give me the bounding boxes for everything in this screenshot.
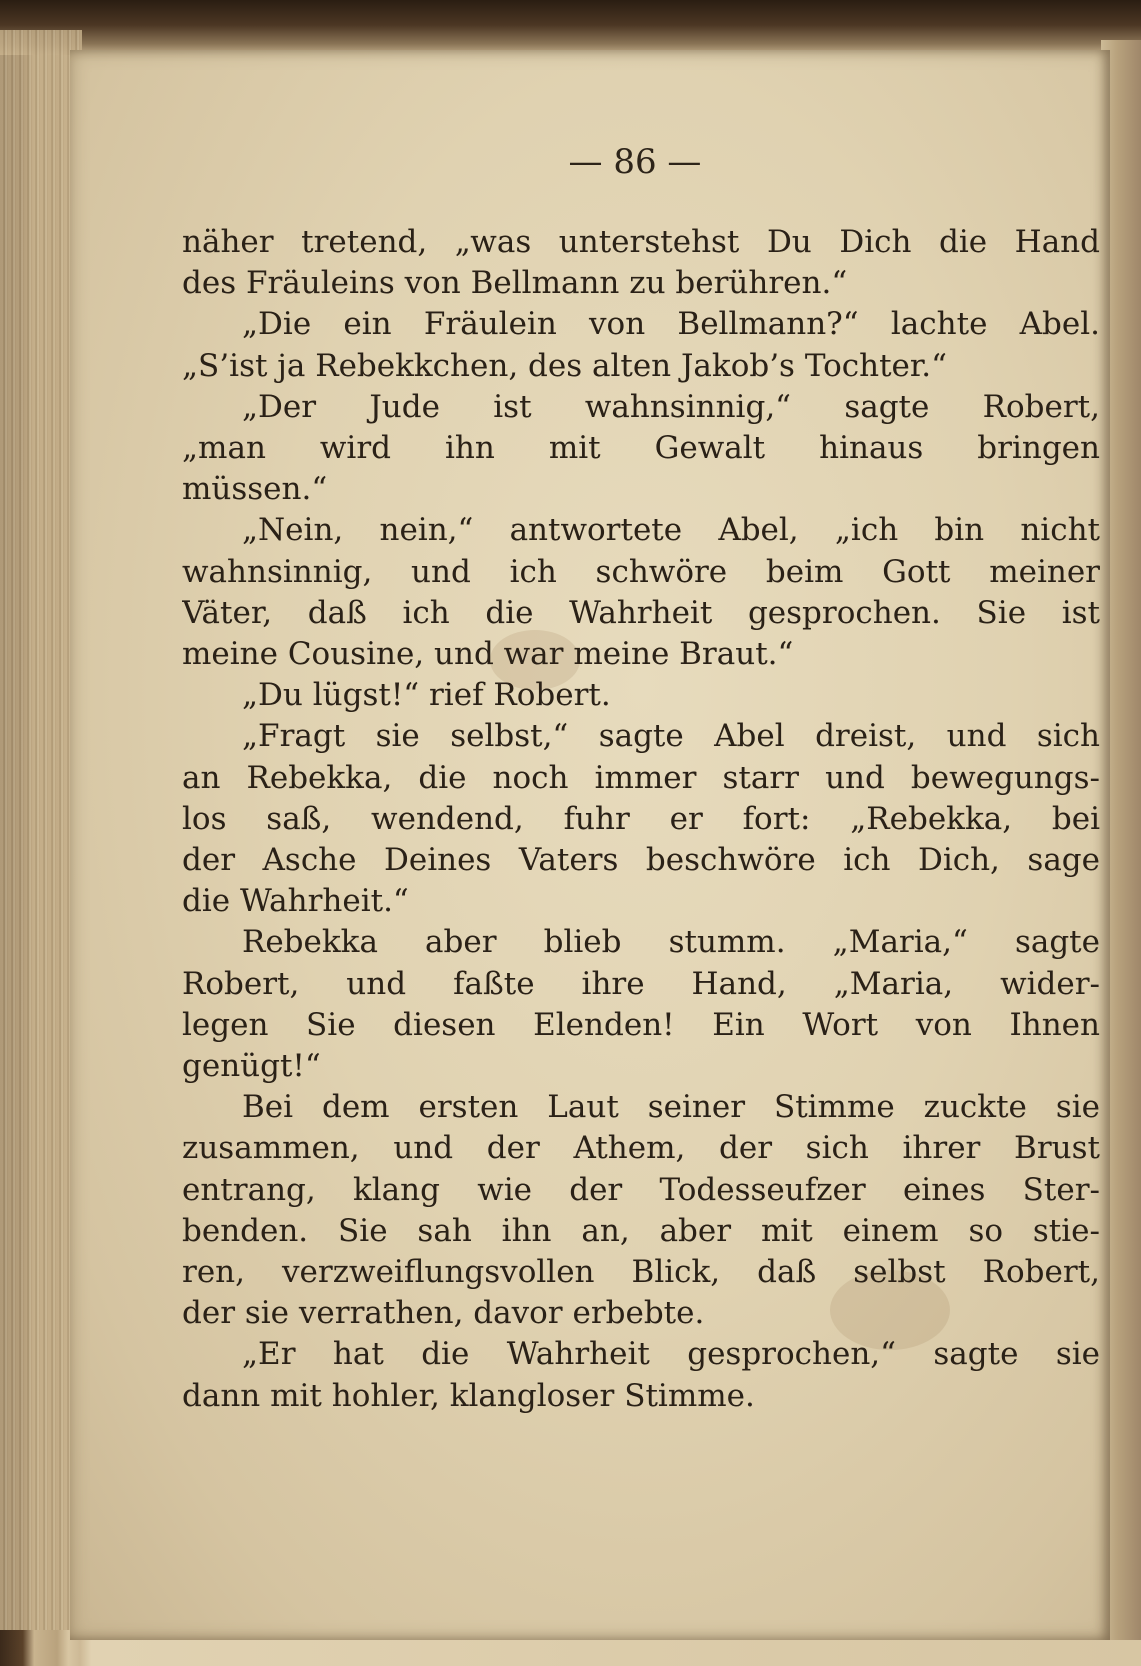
book-page xyxy=(70,50,1110,1640)
text-line: näher tretend, „was unterstehst Du Dich die Hand xyxy=(182,224,1100,260)
text-line: entrang, klang wie der Todesseufzer eines Ster- xyxy=(182,1171,1100,1208)
text-line: Väter, daß ich die Wahrheit gesprochen. Sie ist xyxy=(182,594,1100,631)
text-line: meine Cousine, und war meine Braut.“ xyxy=(182,636,794,672)
text-line: los saß, wendend, fuhr er fort: „Rebekka, bei xyxy=(182,800,1100,837)
text-line: ren, verzweiflungsvollen Blick, daß selbst Robert, xyxy=(182,1254,1100,1290)
text-line: der sie verrathen, davor erbebte. xyxy=(182,1295,705,1332)
text-line: der Asche Deines Vaters beschwöre ich Dich, sage xyxy=(182,842,1100,878)
text-line: „Fragt sie selbst,“ sagte Abel dreist, und sich xyxy=(242,718,1100,755)
text-line: „Der Jude ist wahnsinnig,“ sagte Robert, xyxy=(242,388,1100,425)
text-line: benden. Sie sah ihn an, aber mit einem so stie- xyxy=(182,1212,1100,1249)
book-top-edge xyxy=(0,0,1141,55)
text-line: Rebekka aber blieb stumm. „Maria,“ sagte xyxy=(242,924,1100,961)
text-line: „Nein, nein,“ antwortete Abel, „ich bin nicht xyxy=(242,512,1100,549)
text-line: „Er hat die Wahrheit gesprochen,“ sagte sie xyxy=(242,1336,1100,1373)
text-line: „Du lügst!“ rief Robert. xyxy=(242,677,611,714)
text-line: genügt!“ xyxy=(182,1048,321,1084)
text-line: an Rebekka, die noch immer starr und bewegungs- xyxy=(182,759,1100,796)
text-line: legen Sie diesen Elenden! Ein Wort von Ihnen xyxy=(182,1006,1100,1043)
text-line: dann mit hohler, klangloser Stimme. xyxy=(182,1377,755,1414)
text-line: die Wahrheit.“ xyxy=(182,883,409,920)
text-line: „S’ist ja Rebekkchen, des alten Jakob’s Tochter.“ xyxy=(182,347,947,384)
text-line: zusammen, und der Athem, der sich ihrer Brust xyxy=(182,1130,1100,1167)
text-line: „man wird ihn mit Gewalt hinaus bringen xyxy=(182,430,1100,466)
text-line: Bei dem ersten Laut seiner Stimme zuckte sie xyxy=(242,1089,1100,1126)
text-line: Robert, und faßte ihre Hand, „Maria, wider- xyxy=(182,965,1100,1002)
text-line: müssen.“ xyxy=(182,471,328,508)
text-line: wahnsinnig, und ich schwöre beim Gott meiner xyxy=(182,553,1100,590)
text-line: des Fräuleins von Bellmann zu berühren.“ xyxy=(182,265,848,302)
page-number: — 86 — xyxy=(568,142,702,182)
text-line: „Die ein Fräulein von Bellmann?“ lachte Abel. xyxy=(242,306,1100,343)
